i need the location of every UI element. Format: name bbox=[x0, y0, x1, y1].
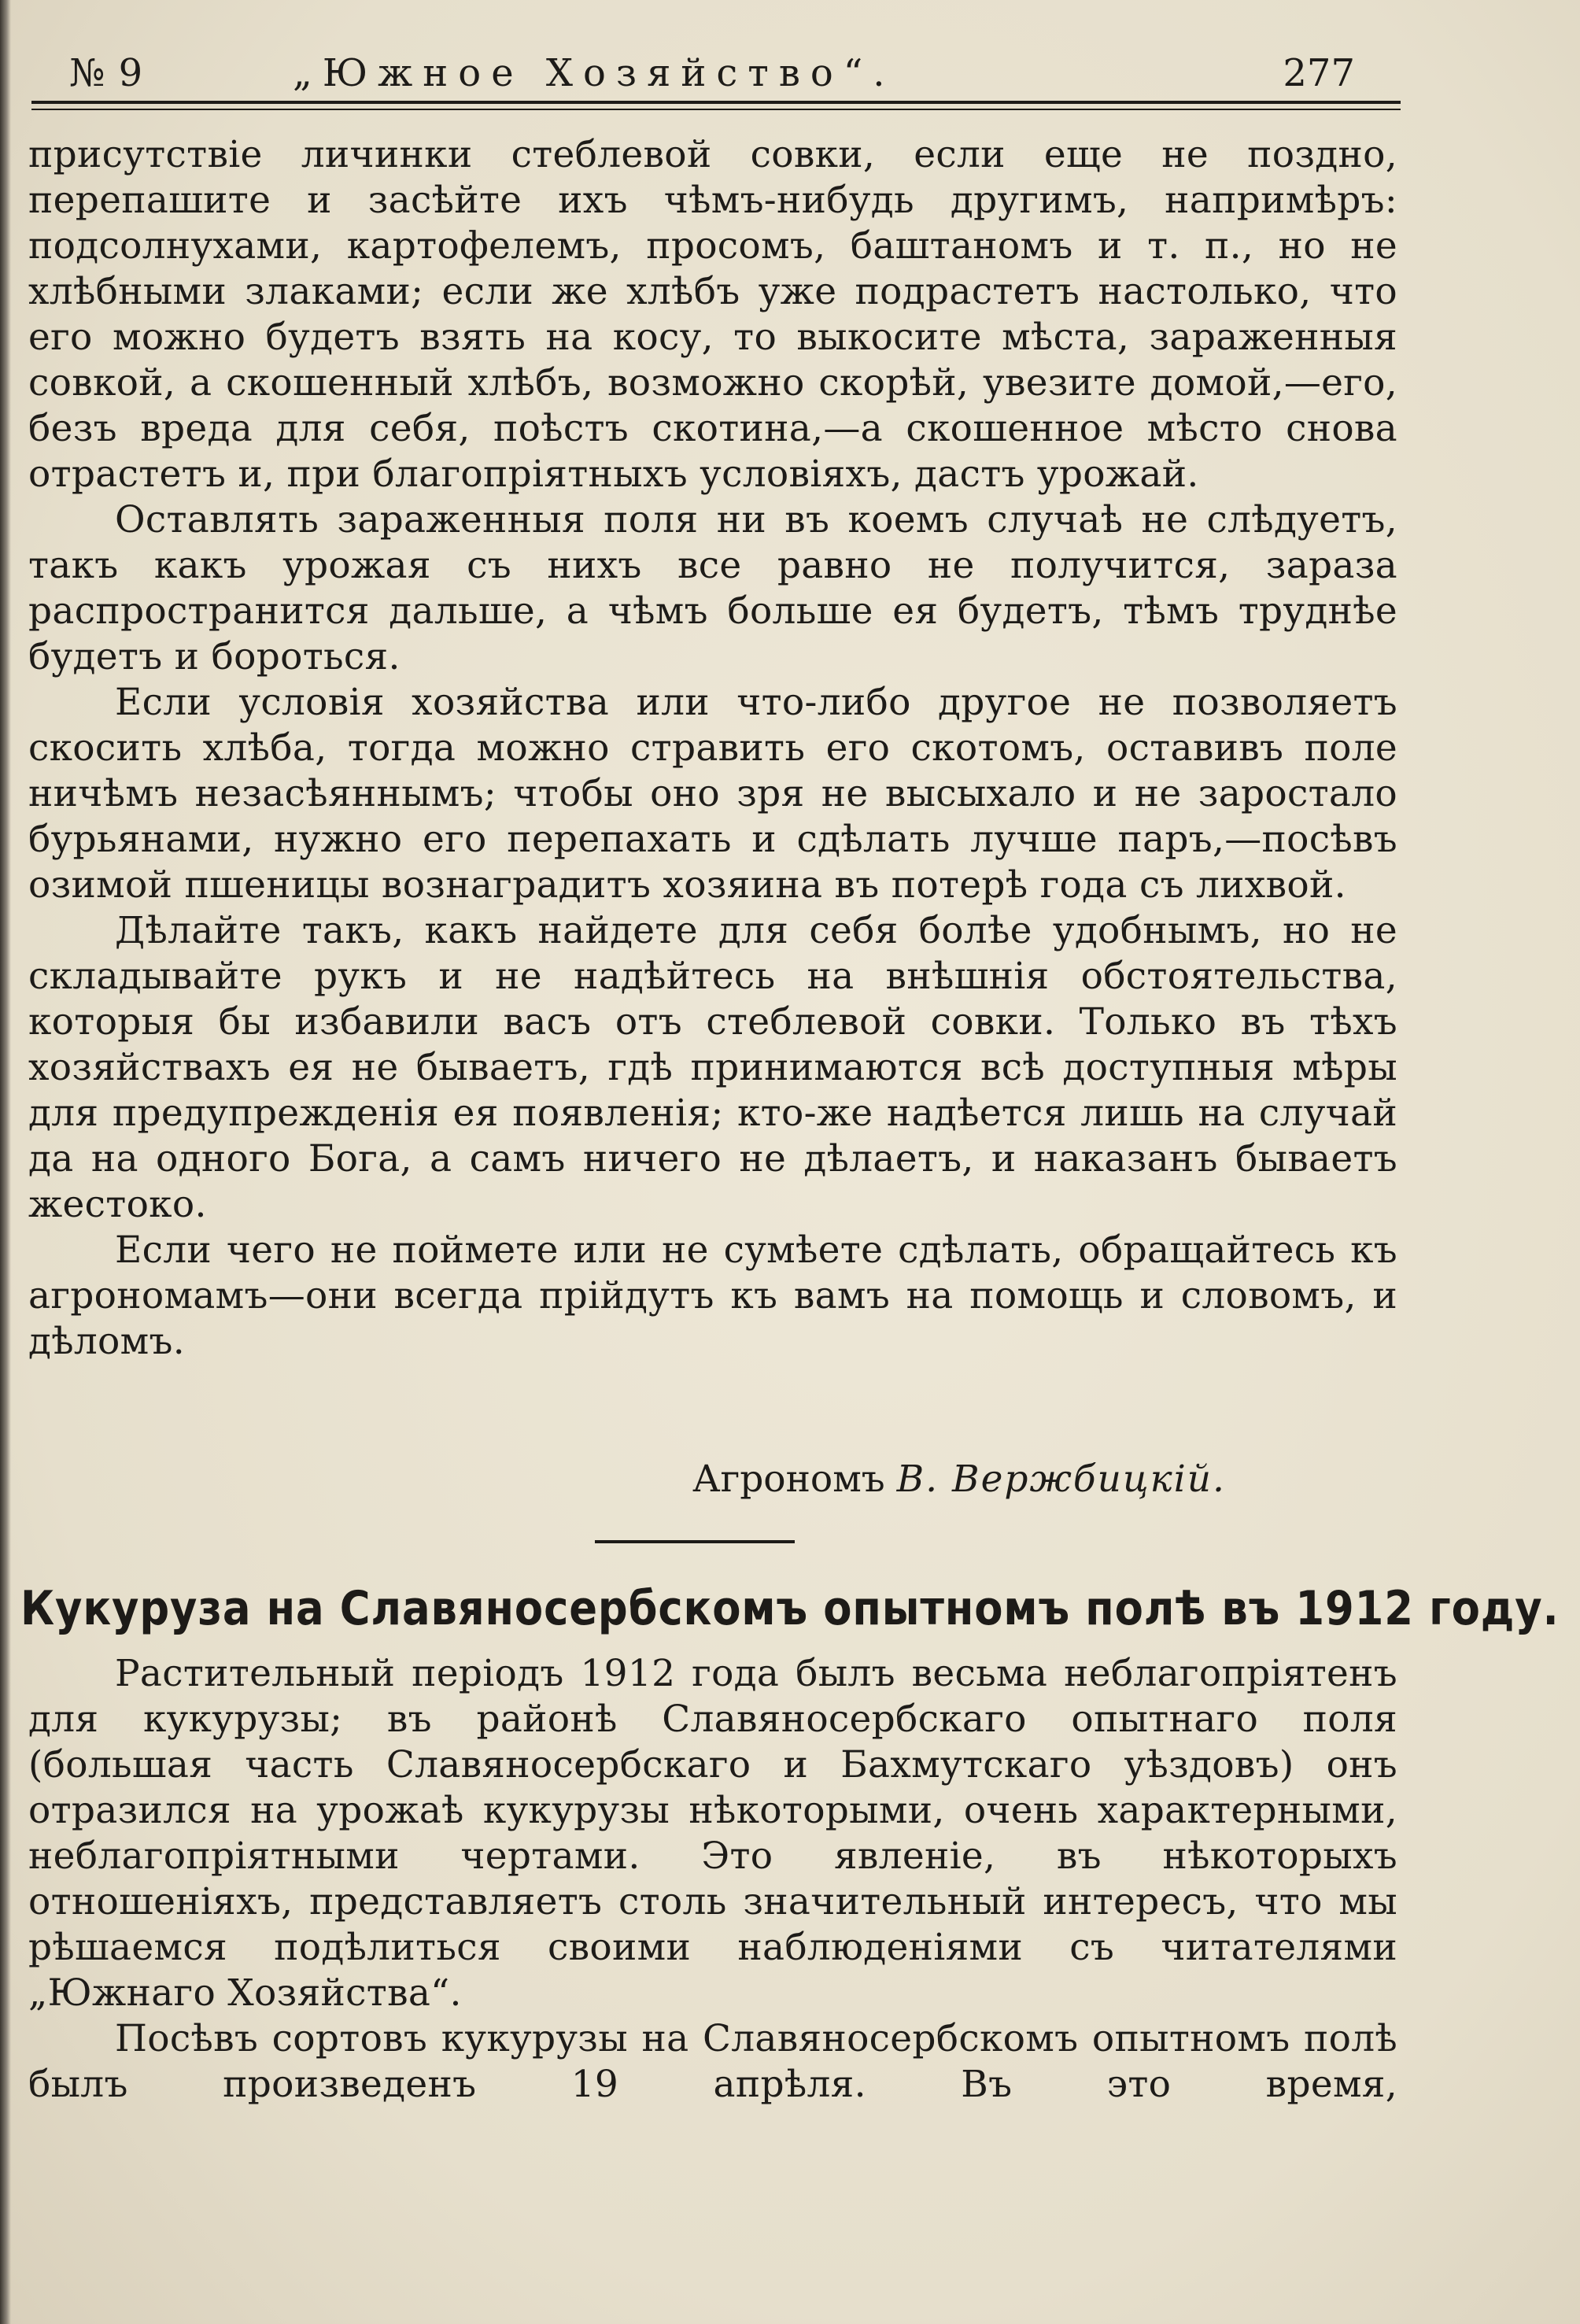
article1-body bbox=[28, 132, 1397, 1365]
header-rule-thick bbox=[31, 101, 1401, 104]
paragraph: Дѣлайте такъ, какъ найдете для себя болѣе удобнымъ, но не складывайте рукъ и не надѣйтесь на внѣшнія обстоятельства, которыя бы избавили васъ отъ стеблевой совки. Только въ тѣхъ хозяйствахъ ея не бываетъ, гдѣ принимаются всѣ доступныя мѣры для предупрежденія ея появленія; кто-же надѣется лишь на случай да на одного Бога, а самъ ничего не дѣлаетъ, и наказанъ бываетъ жестоко. bbox=[28, 909, 1397, 1226]
journal-title: „Южное Хозяйство“. bbox=[293, 51, 895, 95]
issue-number: № 9 bbox=[69, 51, 144, 95]
signature bbox=[692, 1456, 1226, 1503]
article2-body bbox=[28, 1651, 1397, 2108]
page-number: 277 bbox=[1283, 51, 1355, 95]
book-spine-shadow bbox=[0, 0, 11, 2324]
paragraph: Если условія хозяйства или что-либо другое не позволяетъ скосить хлѣба, тогда можно стравить его скотомъ, оставивъ поле ничѣмъ незасѣяннымъ; чтобы оно зря не высыхало и не заростало бурьянами, нужно его перепахать и сдѣлать лучше паръ,—посѣвъ озимой пшеницы вознаградитъ хозяина въ потерѣ года съ лихвой. bbox=[28, 681, 1397, 907]
paragraph: Если чего не поймете или не сумѣете сдѣлать, обращайтесь къ агрономамъ—они всегда прійдутъ къ вамъ на помощь и словомъ, и дѣломъ. bbox=[28, 1229, 1397, 1363]
signature-name: В. Вержбицкій. bbox=[896, 1458, 1226, 1501]
running-header bbox=[41, 46, 1355, 101]
paragraph: присутствіе личинки стеблевой совки, если еще не поздно, перепашите и засѣйте ихъ чѣмъ-нибудь другимъ, напримѣръ: подсолнухами, картофелемъ, просомъ, баштаномъ и т. п., но не хлѣбными злаками; если же хлѣбъ уже подрастетъ настолько, что его можно будетъ взять на косу, то выкосите мѣста, зараженныя совкой, а скошенный хлѣбъ, возможно скорѣй, увезите домой,—его, безъ вреда для себя, поѣстъ скотина,—а скошенное мѣсто снова отрастетъ и, при благопріятныхъ условіяхъ, дастъ урожай. bbox=[28, 133, 1397, 496]
article2-title: Кукуруза на Славяносербскомъ опытномъ полѣ въ 1912 году. bbox=[20, 1581, 1560, 1636]
paragraph: Оставлять зараженныя поля ни въ коемъ случаѣ не слѣдуетъ, такъ какъ урожая съ нихъ все равно не получится, зараза распространится дальше, а чѣмъ больше ея будетъ, тѣмъ труднѣе будетъ и бороться. bbox=[28, 498, 1397, 678]
signature-prefix: Агрономъ bbox=[692, 1458, 885, 1501]
article-separator bbox=[595, 1540, 795, 1543]
header-rule-thin bbox=[31, 109, 1401, 110]
paragraph: Растительный періодъ 1912 года былъ весьма неблагопріятенъ для кукурузы; въ районѣ Славяносербскаго опытнаго поля (большая часть Славяносербскаго и Бахмутскаго уѣздовъ) онъ отразился на урожаѣ кукурузы нѣкоторыми, очень характерными, неблагопріятными чертами. Это явленіе, въ нѣкоторыхъ отношеніяхъ, представляетъ столь значительный интересъ, что мы рѣшаемся подѣлиться своими наблюденіями съ читателями „Южнаго Хозяйства“. bbox=[28, 1652, 1397, 2015]
paragraph: Посѣвъ сортовъ кукурузы на Славяносербскомъ опытномъ полѣ былъ произведенъ 19 апрѣля. Въ это время, bbox=[28, 2017, 1397, 2106]
